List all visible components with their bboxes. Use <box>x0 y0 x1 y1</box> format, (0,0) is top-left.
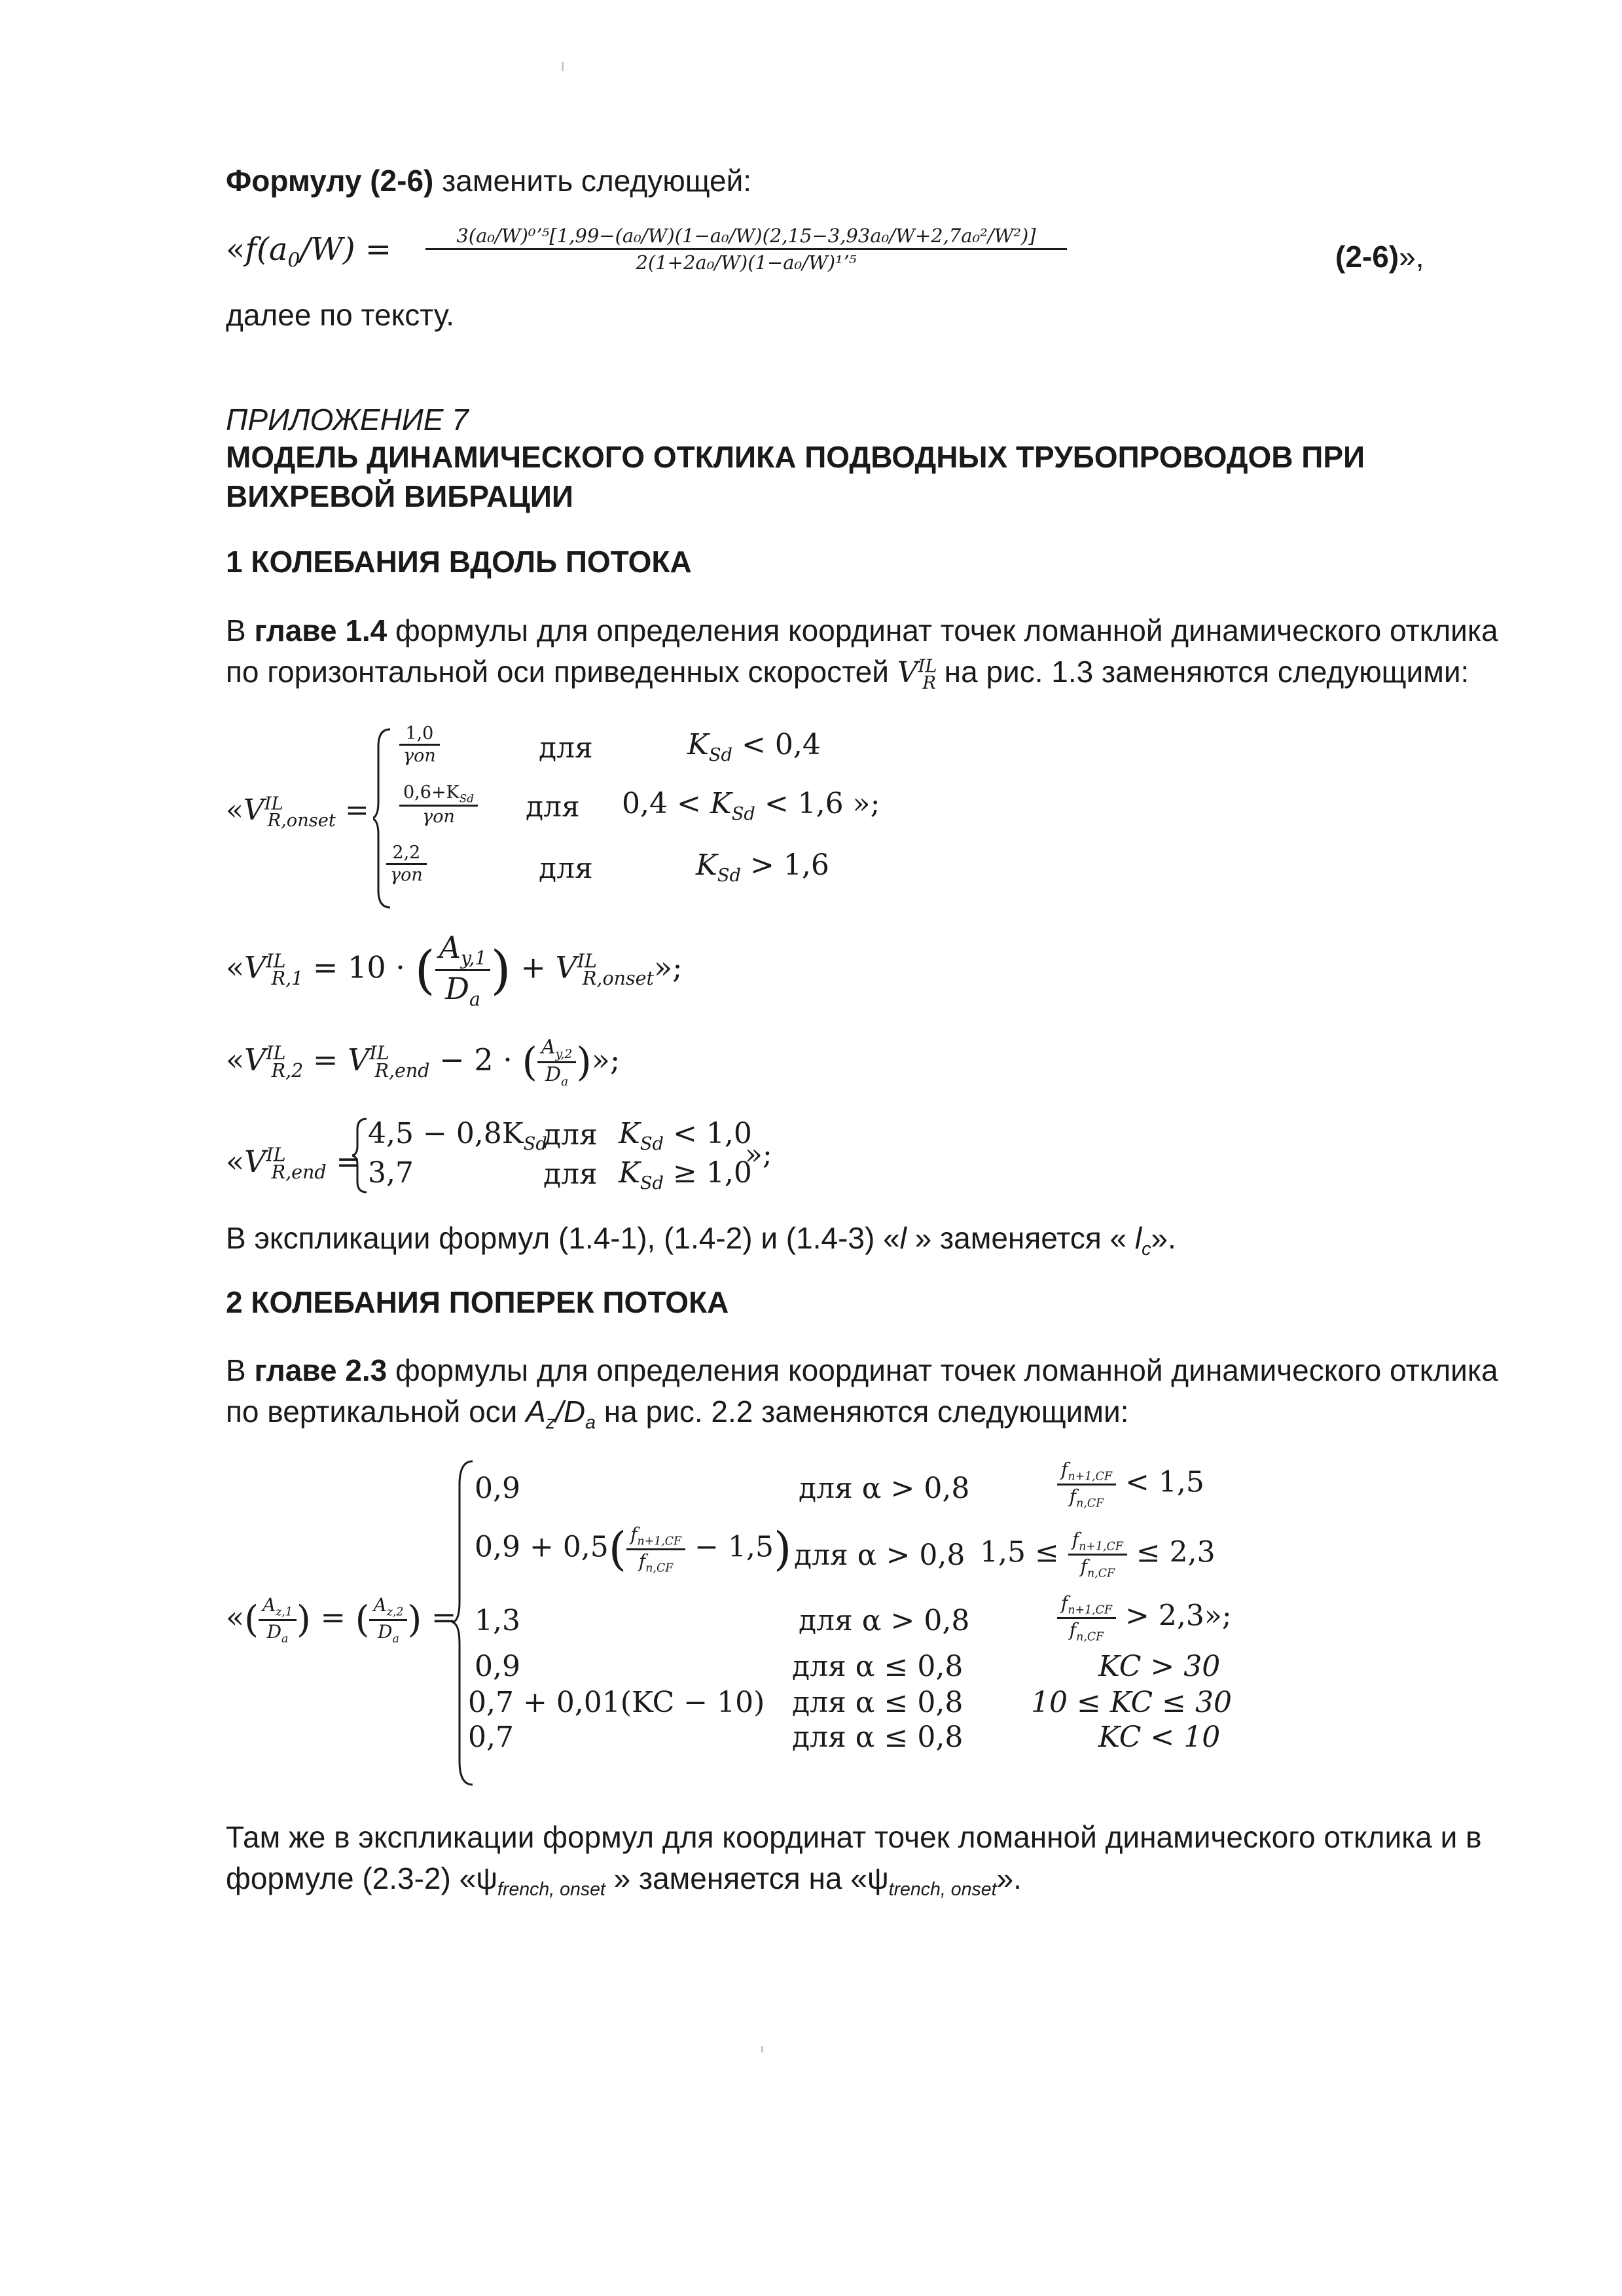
appendix-label: ПРИЛОЖЕНИЕ 7 <box>226 403 469 437</box>
cf-row3-value: 1,3 <box>475 1604 520 1637</box>
vend-tail: »; <box>745 1138 772 1171</box>
onset-row2-fraction: $\frac{0,6+K_{Sd}}{\text{γon}}$ <box>399 782 478 827</box>
cf-row3-rhs: $\frac{f_{n+1,CF}}{f_{n,CF}}$ > 2,3»; <box>1057 1592 1232 1643</box>
cf-row4-condition: для α ≤ 0,8 <box>792 1650 964 1683</box>
cf-row6-rhs: KC < 10 <box>1098 1721 1221 1754</box>
cf-row1-value: 0,9 <box>475 1472 520 1505</box>
vend-row1-dlya: для <box>543 1118 598 1152</box>
cf-row5-condition: для α ≤ 0,8 <box>792 1686 964 1719</box>
cf-row2-rhs: 1,5 ≤ $\frac{f_{n+1,CF}}{f_{n,CF}}$ ≤ 2,3 <box>980 1529 1216 1580</box>
section2-paragraph-line1: В главе 2.3 формулы для определения координат точек ломанной динамического отклика <box>226 1353 1498 1387</box>
section2-heading: 2 КОЛЕБАНИЯ ПОПЕРЕК ПОТОКА <box>226 1285 729 1319</box>
formula-2-6-fraction <box>425 225 1067 274</box>
cf-row5-value: 0,7 + 0,01(KC − 10) <box>468 1686 765 1719</box>
cf-row4-rhs: KC > 30 <box>1098 1650 1221 1683</box>
vend-row2-dlya: для <box>543 1157 598 1191</box>
onset-row1-fraction: $\frac{1,0}{\text{γon}}$ <box>399 723 440 766</box>
cf-row2-value: 0,9 + 0,5( $\frac{f_{n+1,CF}}{f_{n,CF}}$ − 1,5) <box>475 1522 792 1576</box>
formula-2-6-lhs: «$f(a_0/W)$ = <box>226 231 392 272</box>
onset-row3-condition: $K_{Sd} > 1,6$ <box>696 848 829 886</box>
onset-row2-dlya: для <box>526 790 580 824</box>
vend-row2-condition: $K_{Sd} \ge 1,0$ <box>619 1156 752 1194</box>
section1-paragraph-line1: В главе 1.4 формулы для определения координат точек ломанной динамического отклика <box>226 613 1498 647</box>
formula-vr1: «$V^{IL}_{R,1} = 10$ · ( $\frac{A_{y,1}}{D_a}$ ) + $V^{IL}_{R,onset}$»; <box>226 930 683 1011</box>
formula-2-6-denominator: 2(1+2a₀/W)(1−a₀/W)¹ʼ⁵ <box>636 251 857 274</box>
scan-speck <box>562 62 564 71</box>
cf-row3-condition: для α > 0,8 <box>799 1604 970 1637</box>
cf-row5-rhs: 10 ≤ KC ≤ 30 <box>1031 1686 1233 1719</box>
cf-lhs: «( $\frac{A_{z,1}}{D_a}$ ) = ( $\frac{A_{z,2}}{D_a}$ ) = <box>226 1594 457 1646</box>
vend-row2-value: 3,7 <box>368 1156 414 1190</box>
formula-2-6-number: (2-6)», <box>1335 240 1424 274</box>
cf-row1-rhs: $\frac{f_{n+1,CF}}{f_{n,CF}}$ < 1,5 <box>1057 1459 1204 1510</box>
cf-row4-value: 0,9 <box>475 1650 520 1683</box>
section1-explication: В экспликации формул (1.4-1), (1.4-2) и (1.4-3) «l » заменяется « $l_c$». <box>226 1221 1176 1260</box>
vend-row1-value: $4,5 - 0,8K_{Sd}$ <box>368 1117 547 1154</box>
cf-row2-condition: для α > 0,8 <box>794 1539 965 1572</box>
onset-row3-dlya: для <box>539 852 593 885</box>
onset-row3-fraction: $\frac{2,2}{\text{γon}}$ <box>386 843 427 885</box>
vend-row1-condition: $K_{Sd} < 1,0$ <box>619 1117 752 1154</box>
formula-2-6-numerator: 3(a₀/W)⁰ʼ⁵[1,99−(a₀/W)(1−a₀/W)(2,15−3,93a₀/W+2,7a₀²/W²)] <box>425 225 1067 250</box>
appendix-title-line2: ВИХРЕВОЙ ВИБРАЦИИ <box>226 479 573 513</box>
section1-heading: 1 КОЛЕБАНИЯ ВДОЛЬ ПОТОКА <box>226 545 692 579</box>
intro-line <box>226 164 751 198</box>
scan-speck <box>761 2046 763 2052</box>
cf-row6-condition: для α ≤ 0,8 <box>792 1721 964 1754</box>
formula-ref: Формулу (2-6) <box>226 164 434 198</box>
vend-brace <box>352 1116 369 1195</box>
onset-row1-dlya: для <box>539 731 593 765</box>
formula-ref-rest: заменить следующей: <box>433 164 752 198</box>
formula-vend-lhs: «$V^{IL}_{R,end}$ = <box>226 1144 361 1184</box>
section2-closing-line1: Там же в экспликации формул для координат точек ломанной динамического отклика и в <box>226 1820 1482 1854</box>
onset-row1-condition: $K_{Sd} < 0,4$ <box>687 728 821 765</box>
cf-row6-value: 0,7 <box>468 1721 514 1754</box>
section2-closing-line2: формуле (2.3-2) «$\psi_{french, onset}$ » заменяется на «$\psi_{trench, onset}$». <box>226 1861 1022 1901</box>
onset-lhs: «$V^{IL}_{R,onset}$ = <box>226 793 369 831</box>
onset-row2-condition: $0,4 < K_{Sd} < 1,6$ »; <box>622 787 880 824</box>
after-text: далее по тексту. <box>226 298 455 332</box>
section2-paragraph-line2: по вертикальной оси $A_z/D_a$ на рис. 2.2 заменяются следующими: <box>226 1394 1129 1434</box>
formula-vr2: «$V^{IL}_{R,2} = V^{IL}_{R,end} - 2$ · ( $\frac{A_{y,2}}{D_a}$ )»; <box>226 1036 621 1089</box>
cf-row1-condition: для α > 0,8 <box>799 1472 970 1505</box>
section1-paragraph-line2: по горизонтальной оси приведенных скоростей $V^{IL}_R$ на рис. 1.3 заменяются следующими: <box>226 655 1469 693</box>
appendix-title-line1: МОДЕЛЬ ДИНАМИЧЕСКОГО ОТКЛИКА ПОДВОДНЫХ ТРУБОПРОВОДОВ ПРИ <box>226 440 1365 474</box>
